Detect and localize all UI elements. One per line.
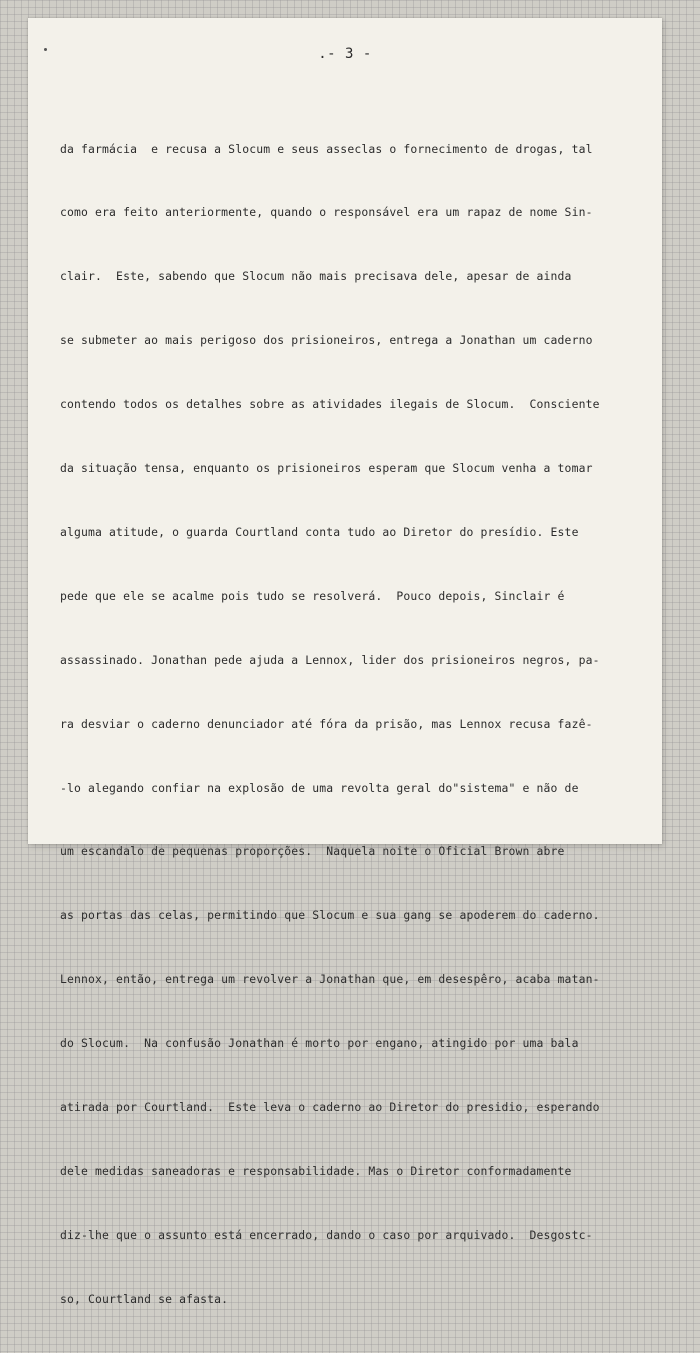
text-line: diz-lhe que o assunto está encerrado, dando o caso por arquivado. Desgostc- [60, 1227, 593, 1242]
text-line: clair. Este, sabendo que Slocum não mais precisava dele, apesar de ainda [60, 269, 572, 284]
body-text [60, 96, 650, 1353]
text-line: assassinado. Jonathan pede ajuda a Lennox, lider dos prisioneiros negros, pa- [60, 652, 600, 667]
text-line: se submeter ao mais perigoso dos prisioneiros, entrega a Jonathan um caderno [60, 333, 593, 348]
text-line: -lo alegando confiar na explosão de uma revolta geral do"sistema" e não de [60, 780, 579, 795]
text-line: atirada por Courtland. Este leva o caderno ao Diretor do presidio, esperando [60, 1099, 600, 1114]
text-line: contendo todos os detalhes sobre as atividades ilegais de Slocum. Consciente [60, 397, 600, 412]
text-line: Lennox, então, entrega um revolver a Jonathan que, em desespêro, acaba matan- [60, 972, 600, 987]
text-line: do Slocum. Na confusão Jonathan é morto por engano, atingido por uma bala [60, 1036, 579, 1051]
text-line: dele medidas saneadoras e responsabilidade. Mas o Diretor conformadamente [60, 1163, 572, 1178]
text-line: ra desviar o caderno denunciador até fóra da prisão, mas Lennox recusa fazê- [60, 716, 593, 731]
text-line: as portas das celas, permitindo que Slocum e sua gang se apoderem do caderno. [60, 908, 600, 923]
text-line: alguma atitude, o guarda Courtland conta tudo ao Diretor do presídio. Este [60, 524, 579, 539]
text-line: um escandalo de pequenas proporções. Naquela noite o Oficial Brown abre [60, 844, 565, 859]
typed-page [28, 18, 662, 1306]
text-line: da farmácia e recusa a Slocum e seus asseclas o fornecimento de drogas, tal [60, 141, 593, 156]
text-line: da situação tensa, enquanto os prisioneiros esperam que Slocum venha a tomar [60, 461, 593, 476]
text-line: como era feito anteriormente, quando o responsável era um rapaz de nome Sin- [60, 205, 593, 220]
text-line: pede que ele se acalme pois tudo se resolverá. Pouco depois, Sinclair é [60, 588, 565, 603]
text-line: so, Courtland se afasta. [60, 1291, 229, 1306]
page-number: .- 3 - [318, 46, 372, 62]
